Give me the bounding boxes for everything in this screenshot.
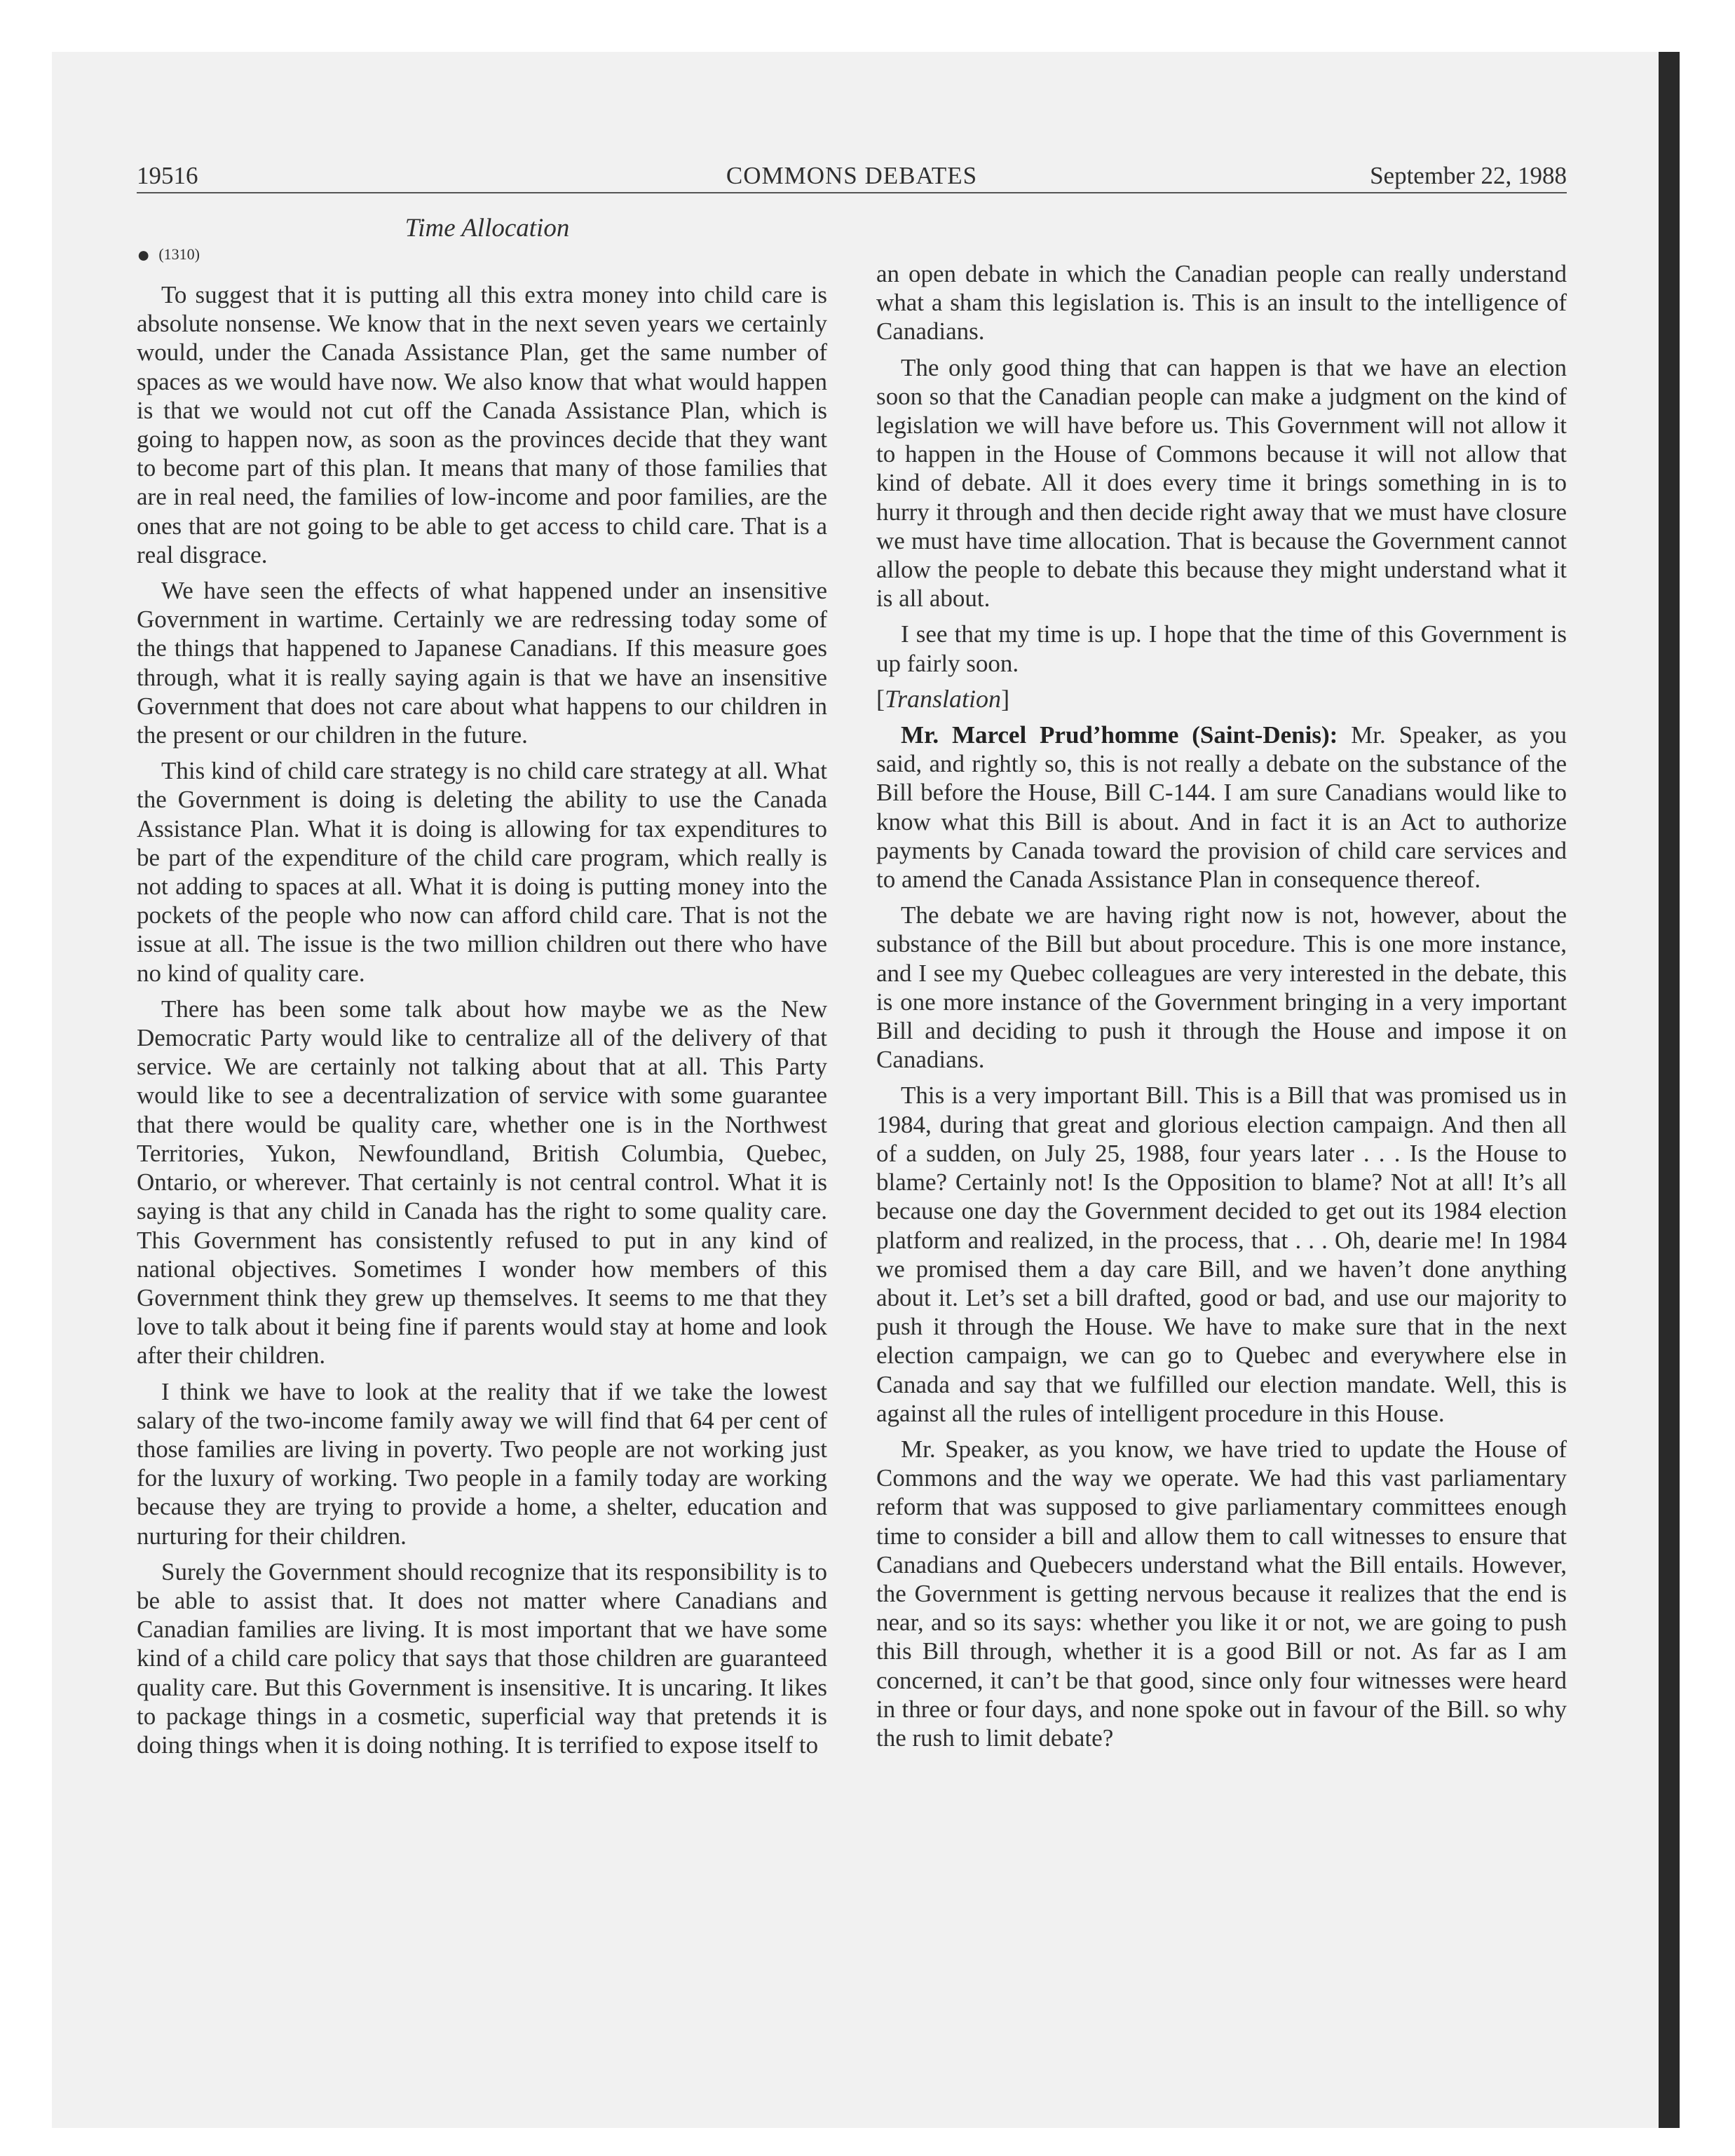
paragraph: We have seen the effects of what happened under an insensitive Government in wartime. Certainly we are redressing today some of the things that happened to Japanese Canadians. If this measure goes through, what it is really saying again is that we have an insensitive Government that does not care about what happens to our children in the present or our children in the future.: [137, 577, 827, 749]
bullet-icon: ●: [137, 242, 151, 267]
right-column: [876, 259, 1567, 1759]
paragraph: Surely the Government should recognize that its responsibility is to be able to assist that. It does not matter where Canadians and Canadian families are living. It is most important that we have some kind of a child care policy that says that those children are guaranteed quality care. But this Government is insensitive. It is uncaring. It likes to package things in a cosmetic, superficial way that pretends it is doing things when it is doing nothing. It is terrified to expose itself to: [137, 1557, 827, 1759]
speaker-name: Mr. Marcel Prud’homme (Saint-Denis):: [901, 721, 1338, 749]
time-marker: [137, 241, 827, 267]
paragraph: To suggest that it is putting all this extra money into child care is absolute nonsense. We know that in the next seven years we certainly would, under the Canada Assistance Plan, get the same number of spaces as we would have now. We also know that what would happen is that we would not cut off the Canada Assistance Plan, which is going to happen now, as soon as the provinces decide that they want to become part of this plan. It means that many of those families that are in real need, the families of low-income and poor families, are the ones that are not going to be able to get access to child care. That is a real disgrace.: [137, 281, 827, 568]
time-marker-text: (1310): [158, 245, 200, 263]
left-column: [137, 241, 827, 1766]
paragraph: This kind of child care strategy is no child care strategy at all. What the Government is doing is deleting the ability to use the Canada Assistance Plan. What it is doing is allowing for tax expenditures to be part of the expenditure of the child care program, which really is not adding to spaces at all. What it is doing is putting money into the pockets of the people who now can afford child care. That is not the issue at all. The issue is the two million children out there who have no kind of quality care.: [137, 757, 827, 987]
paragraph: The debate we are having right now is not, however, about the substance of the Bill but about procedure. This is one more instance, and I see my Quebec colleagues are very interested in the debate, this is one more instance of the Government bringing in a very important Bill and deciding to push it through the House and impose it on Canadians.: [876, 901, 1567, 1074]
section-title: Time Allocation: [404, 214, 570, 243]
page-number: 19516: [137, 162, 198, 189]
publication-title: COMMONS DEBATES: [726, 162, 978, 189]
paragraph: This is a very important Bill. This is a Bill that was promised us in 1984, during that great and glorious election campaign. And then all of a sudden, on July 25, 1988, four years later . . . Is the House to blame? Certainly not! Is the Opposition to blame? Not at all! It’s all because one day the Government decided to get out its 1984 election platform and realized, in the process, that . . . Oh, dearie me! In 1984 we promised them a day care Bill, and we haven’t done anything about it. Let’s set a bill drafted, good or bad, and use our majority to push it through the House. We have to make sure that in the next election campaign, we can go to Quebec and everywhere else in Canada and say that we fulfilled our election mandate. Well, this is against all the rules of intelligent procedure in this House.: [876, 1082, 1567, 1427]
paragraph: I see that my time is up. I hope that the time of this Government is up fairly soon.: [876, 620, 1567, 677]
translation-label-text: Translation: [885, 684, 1002, 713]
speaker-paragraph: [876, 721, 1567, 894]
scan-edge-bar: [1659, 52, 1680, 2128]
paragraph: Mr. Speaker, as you know, we have tried to update the House of Commons and the way we operate. We had this vast parliamentary reform that was supposed to give parliamentary committees enough time to consider a bill and allow them to call witnesses to ensure that Canadians and Quebecers understand what the Bill entails. However, the Government is getting nervous because it realizes that the end is near, and so its says: whether you like it or not, we are going to push this Bill through, whether it is a good Bill or not. As far as I am concerned, it can’t be that good, since only four witnesses were heard in three or four days, and none spoke out in favour of the Bill. so why the rush to limit debate?: [876, 1435, 1567, 1752]
translation-label: [Translation]: [876, 684, 1010, 713]
paragraph: There has been some talk about how maybe we as the New Democratic Party would like to centralize all of the delivery of that service. We are certainly not talking about that at all. This Party would like to see a decentralization of service with some guarantee that there would be quality care, whether one is in the Northwest Territories, Yukon, Newfoundland, British Columbia, Quebec, Ontario, or wherever. That certainly is not central control. What it is saying is that any child in Canada has the right to some quality care. This Government has consistently refused to put in any kind of national objectives. Sometimes I wonder how members of this Government think they grew up themselves. It seems to me that they love to talk about it being fine if parents would stay at home and look after their children.: [137, 995, 827, 1370]
paragraph-continuation: an open debate in which the Canadian people can really understand what a sham this legislation is. This is an insult to the intelligence of Canadians.: [876, 260, 1567, 346]
header-date: September 22, 1988: [1370, 162, 1567, 189]
running-header: [137, 163, 1567, 193]
document-page: [137, 162, 1567, 1759]
paragraph: I think we have to look at the reality that if we take the lowest salary of the two-income family away we will find that 64 per cent of those families are living in poverty. Two people are not working just for the luxury of working. Two people in a family today are working because they are trying to provide a home, a shelter, education and nurturing for their children.: [137, 1377, 827, 1550]
paragraph: The only good thing that can happen is that we have an election soon so that the Canadian people can make a judgment on the kind of legislation we will have before us. This Government will not allow it to happen in the House of Commons because it will not allow that kind of debate. All it does every time it brings something in is to hurry it through and then decide right away that we must have closure we must have time allocation. That is because the Government cannot allow the people to debate this because they might understand what it is all about.: [876, 353, 1567, 613]
speaker-text: Mr. Speaker, as you said, and rightly so, this is not really a debate on the substance of the Bill before the House, Bill C-144. I am sure Canadians would like to know what this Bill is about. And in fact it is an Act to authorize payments by Canada toward the provision of child care services and to amend the Canada Assistance Plan in consequence thereof.: [876, 721, 1567, 894]
